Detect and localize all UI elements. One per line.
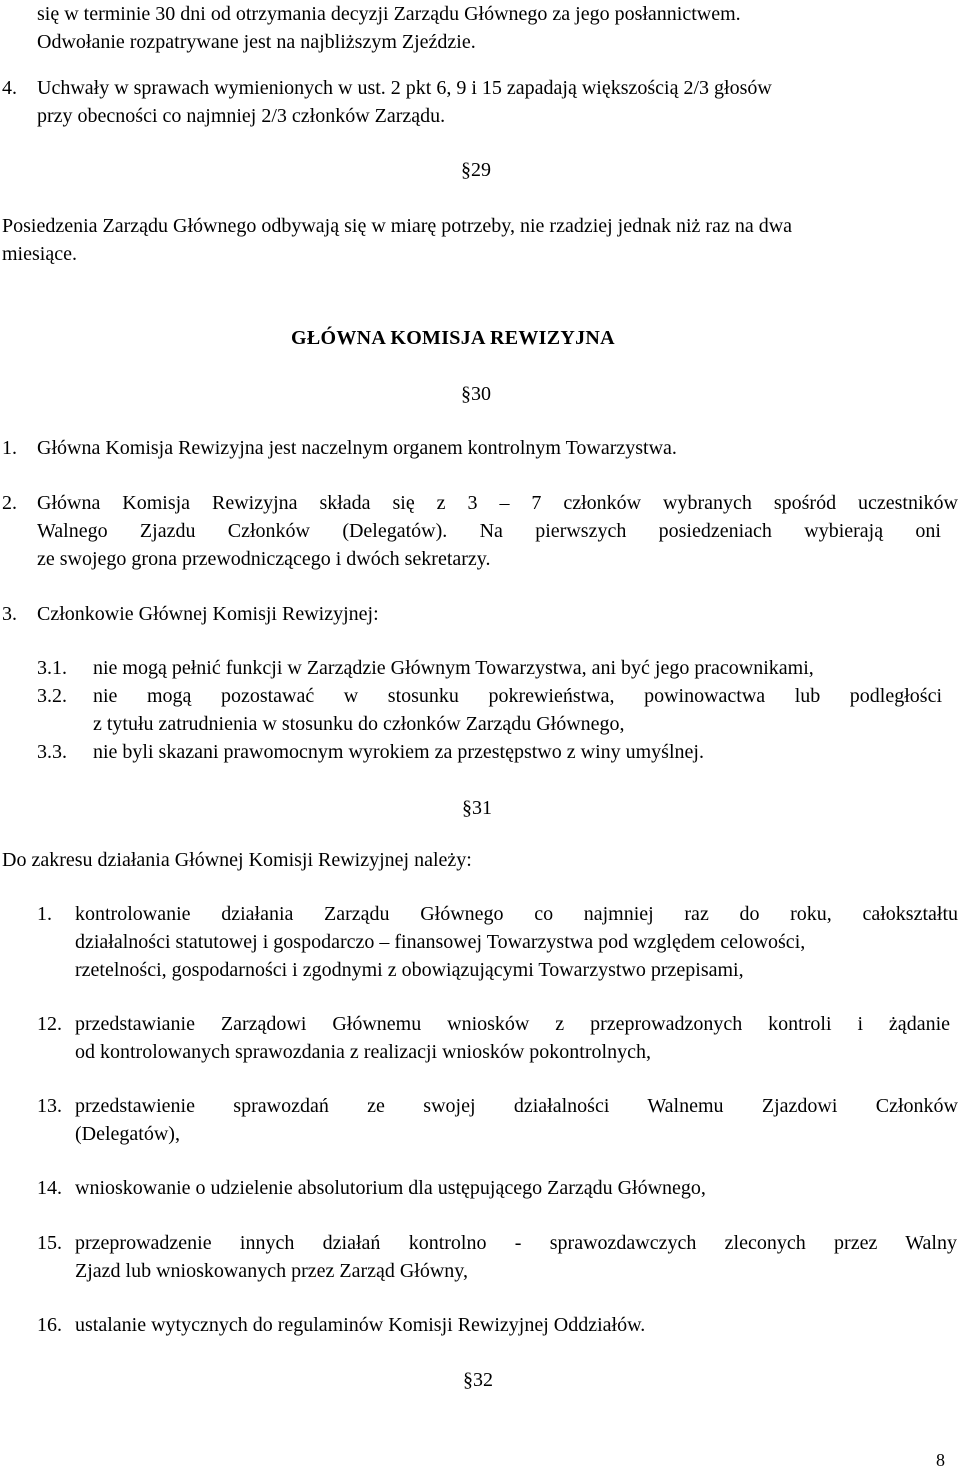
- subpoint-text-line: nie mogą pozostawać w stosunku pokrewieństwa, powinowactwa lub podległości: [93, 685, 942, 707]
- paragraph-number: 1.: [2, 437, 17, 459]
- chapter-title: GŁÓWNA KOMISJA REWIZYJNA: [291, 327, 615, 349]
- section-29-heading: §29: [461, 159, 491, 181]
- list-item-text-line: (Delegatów),: [75, 1123, 180, 1145]
- continuation-line-2: Odwołanie rozpatrywane jest na najbliższym Zjeździe.: [37, 31, 476, 53]
- list-item-text-line: działalności statutowej i gospodarczo – finansowej Towarzystwa pod względem celowości,: [75, 931, 806, 953]
- paragraph-text-line: ze swojego grona przewodniczącego i dwóch sekretarzy.: [37, 548, 491, 570]
- list-item-text-line: kontrolowanie działania Zarządu Głównego co najmniej raz do roku, całokształtu: [75, 903, 958, 925]
- section-29-text-line: Posiedzenia Zarządu Głównego odbywają się w miarę potrzeby, nie rzadziej jednak niż raz na dwa: [2, 215, 793, 237]
- list-item-text-line: od kontrolowanych sprawozdania z realizacji wniosków pokontrolnych,: [75, 1041, 651, 1063]
- list-item-text-line: Zjazd lub wnioskowanych przez Zarząd Główny,: [75, 1260, 469, 1282]
- list-item-text-line: wnioskowanie o udzielenie absolutorium dla ustępującego Zarządu Głównego,: [75, 1177, 706, 1199]
- list-item-number: 12.: [37, 1013, 62, 1035]
- list-item-number: 13.: [37, 1095, 62, 1117]
- paragraph-text: Główna Komisja Rewizyjna jest naczelnym organem kontrolnym Towarzystwa.: [37, 437, 677, 459]
- list-item-text-line: Uchwały w sprawach wymienionych w ust. 2 pkt 6, 9 i 15 zapadają większością 2/3 głosów: [37, 77, 772, 99]
- section-31-heading: §31: [462, 797, 492, 819]
- section-31-intro: Do zakresu działania Głównej Komisji Rewizyjnej należy:: [2, 849, 472, 871]
- list-item-number: 15.: [37, 1232, 62, 1254]
- list-item-text-line: przedstawienie sprawozdań ze swojej działalności Walnemu Zjazdowi Członków: [75, 1095, 958, 1117]
- paragraph-number: 3.: [2, 603, 17, 625]
- section-29-text-line: miesiące.: [2, 243, 77, 265]
- subpoint-text-line: z tytułu zatrudnienia w stosunku do członków Zarządu Głównego,: [93, 713, 625, 735]
- list-item-text-line: rzetelności, gospodarności i zgodnymi z obowiązującymi Towarzystwo przepisami,: [75, 959, 744, 981]
- list-item-number: 14.: [37, 1177, 62, 1199]
- continuation-line-1: się w terminie 30 dni od otrzymania decyzji Zarządu Głównego za jego posłannictwem.: [37, 3, 741, 25]
- paragraph-text: Członkowie Głównej Komisji Rewizyjnej:: [37, 603, 379, 625]
- page-number: 8: [936, 1450, 945, 1470]
- list-item-number: 4.: [2, 77, 17, 99]
- subpoint-text-line: nie byli skazani prawomocnym wyrokiem za przestępstwo z winy umyślnej.: [93, 741, 704, 763]
- subpoint-text-line: nie mogą pełnić funkcji w Zarządzie Głównym Towarzystwa, ani być jego pracownikami,: [93, 657, 814, 679]
- list-item-text-line: przedstawianie Zarządowi Głównemu wniosków z przeprowadzonych kontroli i żądanie: [75, 1013, 950, 1035]
- subpoint-number: 3.1.: [37, 657, 67, 679]
- paragraph-text-line: Główna Komisja Rewizyjna składa się z 3 – 7 członków wybranych spośród uczestników: [37, 492, 958, 514]
- list-item-number: 1.: [37, 903, 52, 925]
- section-32-heading: §32: [463, 1369, 493, 1391]
- section-30-heading: §30: [461, 383, 491, 405]
- list-item-text-line: ustalanie wytycznych do regulaminów Komisji Rewizyjnej Oddziałów.: [75, 1314, 646, 1336]
- list-item-number: 16.: [37, 1314, 62, 1336]
- paragraph-number: 2.: [2, 492, 17, 514]
- subpoint-number: 3.2.: [37, 685, 67, 707]
- paragraph-text-line: Walnego Zjazdu Członków (Delegatów). Na pierwszych posiedzeniach wybierają oni: [37, 520, 941, 542]
- list-item-text-line: przy obecności co najmniej 2/3 członków Zarządu.: [37, 105, 446, 127]
- list-item-text-line: przeprowadzenie innych działań kontrolno - sprawozdawczych zleconych przez Walny: [75, 1232, 957, 1254]
- subpoint-number: 3.3.: [37, 741, 67, 763]
